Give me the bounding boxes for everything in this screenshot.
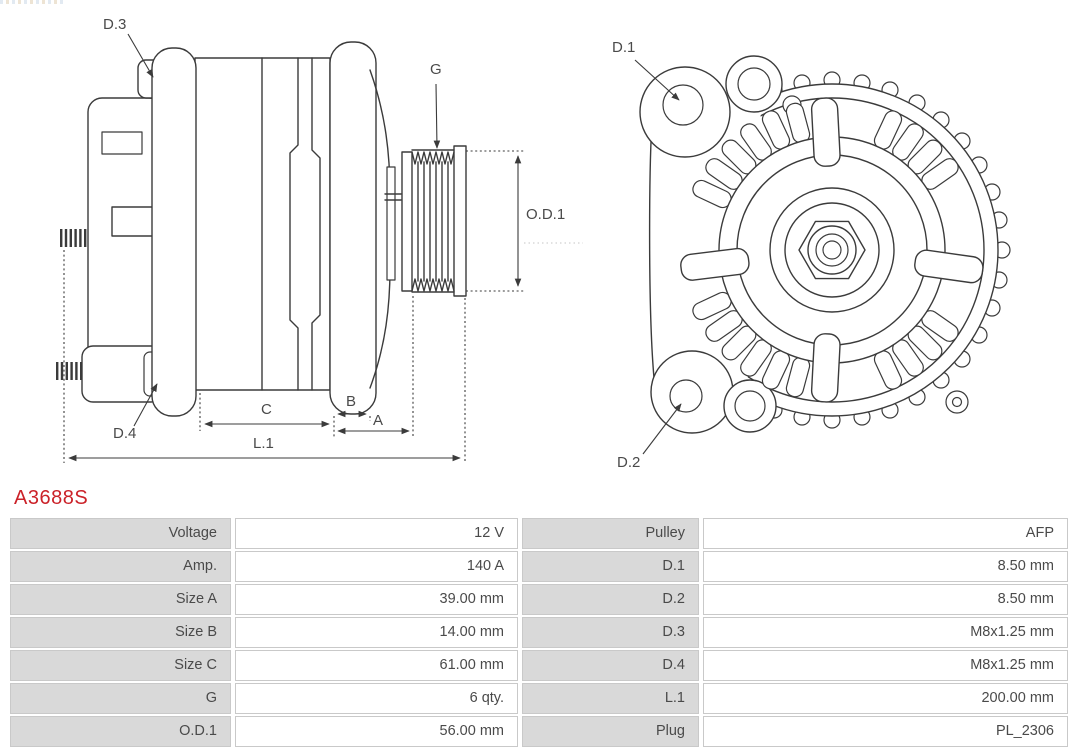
spec-label-cell: D.4 — [522, 650, 699, 681]
shaft-and-pulley — [385, 146, 466, 296]
spec-label-cell: Size B — [10, 617, 231, 648]
spec-value-cell: AFP — [703, 518, 1068, 549]
dim-label-l1: L.1 — [253, 435, 274, 452]
spec-row — [10, 584, 1068, 615]
spec-value-cell: PL_2306 — [703, 716, 1068, 747]
spec-label-cell: D.1 — [522, 551, 699, 582]
dim-label-g: G — [430, 61, 442, 78]
spec-row — [10, 716, 1068, 747]
spec-value-cell: 8.50 mm — [703, 584, 1068, 615]
spec-value-cell: 200.00 mm — [703, 683, 1068, 714]
housing-body — [138, 42, 390, 416]
spec-label-cell: L.1 — [522, 683, 699, 714]
spec-value-cell: 61.00 mm — [235, 650, 518, 681]
rear-cover — [56, 98, 163, 402]
spec-row — [10, 617, 1068, 648]
spec-value-cell: 6 qty. — [235, 683, 518, 714]
mount-hole-bottom-lug — [735, 391, 765, 421]
dim-label-od1: O.D.1 — [526, 206, 566, 223]
spec-label-cell: D.3 — [522, 617, 699, 648]
dim-label-d1: D.1 — [612, 39, 636, 56]
spec-row — [10, 551, 1068, 582]
dim-label-d4: D.4 — [113, 425, 137, 442]
mount-hole-top-lug — [738, 68, 770, 100]
spec-label-cell: D.2 — [522, 584, 699, 615]
alternator-front-view-drawing — [595, 10, 1035, 478]
spec-value-cell: 8.50 mm — [703, 551, 1068, 582]
part-number: A3688S — [14, 487, 89, 509]
alternator-side-view-drawing — [40, 0, 585, 480]
spec-label-cell: Plug — [522, 716, 699, 747]
spec-row — [10, 683, 1068, 714]
spec-label-cell: Voltage — [10, 518, 231, 549]
spec-label-cell: Size A — [10, 584, 231, 615]
spec-label-cell: Size C — [10, 650, 231, 681]
spec-value-cell: 56.00 mm — [235, 716, 518, 747]
front-flange-arm — [330, 42, 376, 414]
dim-label-d2: D.2 — [617, 454, 641, 471]
mount-hole-d2 — [670, 380, 702, 412]
spec-value-cell: 140 A — [235, 551, 518, 582]
spec-label-cell: Pulley — [522, 518, 699, 549]
spec-label-cell: Amp. — [10, 551, 231, 582]
spec-value-cell: 39.00 mm — [235, 584, 518, 615]
rear-flange-arm — [152, 48, 196, 416]
small-lug-bottom-right — [946, 391, 968, 413]
spec-label-cell: O.D.1 — [10, 716, 231, 747]
spec-label-cell: G — [10, 683, 231, 714]
spec-value-cell: M8x1.25 mm — [703, 617, 1068, 648]
dim-label-b: B — [346, 393, 357, 410]
shaft-hub — [770, 188, 894, 312]
dim-label-d3: D.3 — [103, 16, 127, 33]
spec-row — [10, 518, 1068, 549]
spec-value-cell: M8x1.25 mm — [703, 650, 1068, 681]
dim-label-c: C — [261, 401, 272, 418]
spec-table — [10, 518, 1068, 749]
dim-label-a: A — [373, 412, 384, 429]
spec-row — [10, 650, 1068, 681]
spec-value-cell: 12 V — [235, 518, 518, 549]
spec-value-cell: 14.00 mm — [235, 617, 518, 648]
